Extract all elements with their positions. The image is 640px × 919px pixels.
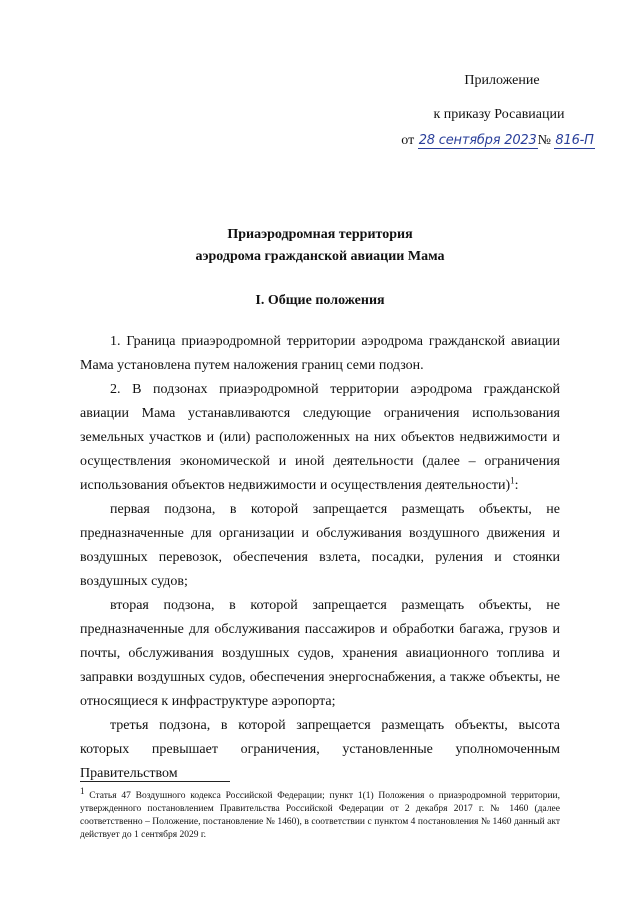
appendix-date-line xyxy=(398,132,598,150)
footnote-mark: 1 xyxy=(80,785,85,796)
paragraph-2 xyxy=(80,378,560,498)
paragraph-2-end: : xyxy=(514,478,519,493)
paragraph-third-subzone: третья подзона, в которой запрещается размещать объекты, высота которых превышает ограничения, установленные уполномоченным Правительством xyxy=(80,718,560,781)
number-label: № xyxy=(537,133,551,148)
paragraph-2-text: 2. В подзонах приаэродромной территории аэродрома гражданской авиации Мама устанавливаются следующие ограничения использования земельных участков и (или) расположенных на них объектов недвижимости и осуществления экономической и иной деятельности (далее – ограничения использования объектов недвижимости и осуществления деятельности) xyxy=(80,382,560,493)
footnote-divider xyxy=(80,781,230,782)
document-title xyxy=(80,224,560,268)
appendix-label: Приложение xyxy=(464,73,540,88)
section-heading: I. Общие положения xyxy=(255,293,385,308)
handwritten-date: 28 сентября 2023 xyxy=(418,133,537,148)
footnote-text: Статья 47 Воздушного кодекса Российской Федерации; пункт 1(1) Положения о приаэродромной территории, утвержденного постановлением Правительства Российской Федерации от 2 декабря 2017 г. № 1460 (далее соответственно – Положение, постановление № 1460), в соответствии с пунктом 4 постановления № 1460 данный акт действует до 1 сентября 2029 г. xyxy=(80,791,560,840)
paragraph-second-subzone: вторая подзона, в которой запрещается размещать объекты, не предназначенные для обслуживания пассажиров и обработки багажа, грузов и почты, обслуживания воздушных судов, хранения авиационного топлива и заправки воздушных судов, обеспечения энергоснабжения, а также объекты, не относящиеся к инфраструктуре аэропорта; xyxy=(80,598,560,709)
document-body xyxy=(80,330,560,786)
title-line-1: Приаэродромная территория xyxy=(227,227,413,242)
footnote xyxy=(80,785,560,842)
date-prefix: от xyxy=(401,133,415,148)
appendix-order-ref: к приказу Росавиации xyxy=(433,107,565,122)
appendix-block xyxy=(398,72,598,150)
title-line-2: аэродрома гражданской авиации Мама xyxy=(195,249,445,264)
paragraph-first-subzone: первая подзона, в которой запрещается размещать объекты, не предназначенные для организации и обслуживания воздушного движения и воздушных перевозок, обеспечения взлета, посадки, руления и стоянки воздушных судов; xyxy=(80,502,560,589)
handwritten-number: 816-П xyxy=(555,133,594,148)
footnote-reference[interactable]: 1 xyxy=(510,475,515,486)
paragraph-1: 1. Граница приаэродромной территории аэродрома гражданской авиации Мама установлена путем наложения границ семи подзон. xyxy=(80,334,560,373)
